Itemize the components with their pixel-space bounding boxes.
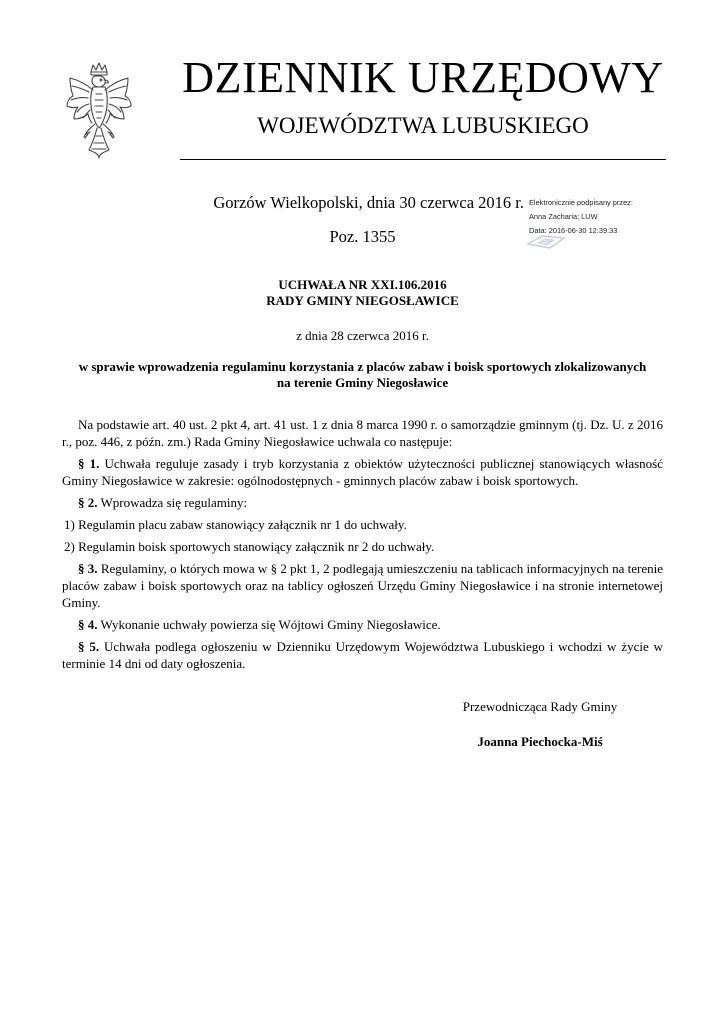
section-3-text: Regulaminy, o których mowa w § 2 pkt 1, 2 podlegają umieszczeniu na tablicach informacyjnych na terenie placów zabaw i boisk sportowych oraz na tablicy ogłoszeń Urzędu Gminy Niegosławice i na stronie internetowej Gminy. <box>62 561 664 610</box>
list-item-2: 2) Regulamin boisk sportowych stanowiący załącznik nr 2 do uchwały. <box>64 539 435 554</box>
signature-line-1: Elektronicznie podpisany przez: <box>529 198 633 207</box>
list-item-1: 1) Regulamin placu zabaw stanowiący załącznik nr 1 do uchwały. <box>64 517 407 532</box>
subject-line-2: na terenie Gminy Niegosławice <box>276 375 449 390</box>
section-2 <box>62 494 663 511</box>
section-3 <box>62 560 663 611</box>
header-divider <box>180 159 666 160</box>
resolution-council: RADY GMINY NIEGOSŁAWICE <box>266 293 459 308</box>
journal-title: DZIENNIK URZĘDOWY <box>182 53 664 102</box>
resolution-date: z dnia 28 czerwca 2016 r. <box>296 328 429 343</box>
section-1-label: § 1. <box>78 456 100 471</box>
section-3-label: § 3. <box>78 561 98 576</box>
signatory-name: Joanna Piechocka-Miś <box>477 734 603 749</box>
section-4-label: § 4. <box>78 617 98 632</box>
resolution-subject <box>60 359 665 391</box>
section-1-text: Uchwała reguluje zasady i tryb korzystania z obiektów użyteczności publicznej stanowiących własność Gminy Niegosławice w zakresie: ogólnodostępnych - gminnych placów zabaw i boisk sportowych. <box>62 456 664 488</box>
resolution-body <box>62 416 663 677</box>
section-5-label: § 5. <box>78 639 100 654</box>
section-4 <box>62 616 663 633</box>
journal-subtitle: WOJEWÓDZTWA LUBUSKIEGO <box>257 113 589 138</box>
section-2-label: § 2. <box>78 495 98 510</box>
digital-signature-mark-icon <box>526 232 566 252</box>
signature-line-3: Data: 2016-06-30 12:39:33 <box>529 226 618 235</box>
resolution-number: UCHWAŁA NR XXI.106.2016 <box>278 277 447 292</box>
resolution-title <box>60 277 665 309</box>
section-5 <box>62 638 663 672</box>
polish-eagle-emblem-icon <box>62 62 136 166</box>
signatory-role: Przewodnicząca Rady Gminy <box>462 699 618 714</box>
signature-line-2: Anna Zacharia; LUW <box>529 212 598 221</box>
publication-place-date: Gorzów Wielkopolski, dnia 30 czerwca 2016 r. <box>213 193 524 212</box>
preamble-paragraph: Na podstawie art. 40 ust. 2 pkt 4, art. 41 ust. 1 z dnia 8 marca 1990 r. o samorządzie gminnym (tj. Dz. U. z 2016 r., poz. 446, z późn. zm.) Rada Gminy Niegosławice uchwala co następuje: <box>62 417 663 449</box>
section-5-text: Uchwała podlega ogłoszeniu w Dzienniku Urzędowym Województwa Lubuskiego i wchodzi w życie w terminie 14 dni od daty ogłoszenia. <box>62 639 663 671</box>
subject-line-1: w sprawie wprowadzenia regulaminu korzystania z placów zabaw i boisk sportowych zlokalizowanych <box>78 359 647 374</box>
section-1 <box>62 455 663 489</box>
publication-position: Poz. 1355 <box>329 227 396 246</box>
section-4-text: Wykonanie uchwały powierza się Wójtowi Gminy Niegosławice. <box>97 617 441 632</box>
section-2-text: Wprowadza się regulaminy: <box>97 495 248 510</box>
